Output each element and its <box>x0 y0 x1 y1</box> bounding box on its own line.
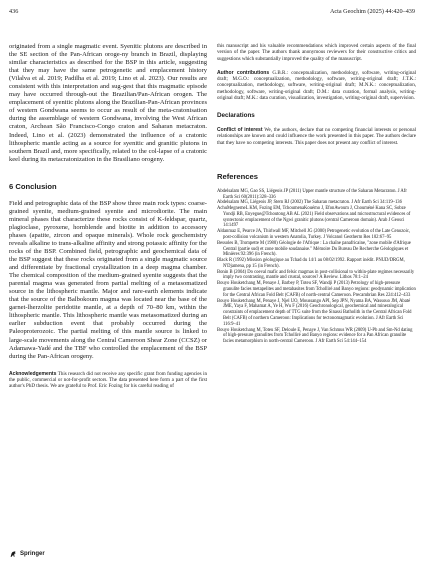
acknowledgements <box>9 371 207 390</box>
journal-citation: Acta Geochim (2025) 44:420–439 <box>329 8 415 15</box>
conclusion-paragraph: Field and petrographic data of the BSP show three main rock types: coarse-grained syenite, medium-grained syenite and microdiorite. The main mineral phases that characterize these rocks consist of K-feldspar, quartz, plagioclase, pyroxene, hornblende and biotite in addition to accessory phases (apatite, zircon and opaque minerals). Whole rock geochemistry reveals alkaline to trans-alkaline affinity and strong potassic affinity for the rocks of the BSP. Combined field, petrographic and geochemical data of the BSP suggest that these rocks originated from a single magmatic source and differentiate by fractional crystallization in a deep magma chamber. The chemical composition of the medium-grained syenite suggests that the parental magma was generated from partial melting of a metasomatized source in the lithospheric mantle. Major and rare-earth elements indicate that the source of the Balbokoum magma was located near the base of the garnet-lherzolite peridotite mantle, at a depth of 70–80 km, within the lithospheric mantle. This lithospheric mantle was metasomatized during an earlier subduction event that probably occurred during the Paleoproterozoic. The partial melting of this mantle source is linked to large-scale movements along the Central Cameroon Shear Zone (CCSZ) or Adamawa-Yadé and the TBF who controlled the emplacement of the BSP during the Pan-African orogeny. <box>9 199 207 360</box>
reference-list <box>217 189 416 345</box>
publisher-name: Springer <box>20 551 45 557</box>
discussion-paragraph: originated from a single magmatic event. Syenitic plutons are described in the SE section of the Pan-African oroge-ny branch in Brazil, displaying similar characteristics as described for the BSP in this article, suggesting that they may have the same petrogenetic and emplacement history (Vilalva et al. 2019; Padilha et al. 2019; Lino et al. 2023). Our results are consistent with this interpretation and sug-gest that this magmatic episode may have occurred through-out the Brazilian/Pan-African orogen. The emplacement of syenitic plutons along the Brazilian-Pan-African provinces of western Gondwana seems to occur as result of the meta-cratonisation during the assemblage of western Gondwana, involving the West African craton, Archean São Francisco-Congo craton and Saharan metacraton. Indeed, Lino et al. (2023) demonstrated the influence of a cratonic lithospheric mantle acting as a source for syenitic and granitic plutons in southern Brazil and, more specifically, related to the col-lapse of a cratonic keel during its metacratonization in the Brasiliano orogeny. <box>9 43 207 163</box>
conflict-heading: Conflict of interest <box>217 127 263 133</box>
conflict-of-interest <box>217 127 416 146</box>
reference-item: Black R (1992) Mission géologique au Tchad du 14/1 au 08/02/1992. Rapport inédit. PNUD/DRGM, N'Djamena, pp 15 (in French). <box>217 258 405 269</box>
author-contributions-heading: Author contributions <box>217 69 270 76</box>
reference-item: Bessoles B, Trompette M (1980) Géologie de l'Afrique : La chaîne panafricaine, "zone mobile d'Afrique Central (partie sud) et zone mobile soudanaise." Mémoire Du Bureau De Recherche Géologiques et Minières 92:396 (in French). <box>217 240 411 258</box>
springer-horse-icon <box>9 550 17 558</box>
page-number: 436 <box>9 8 19 15</box>
reference-item: Aldanmaz E, Pearce JA, Thirlwall MF, Mitchell JG (2000) Petrogenetic evolution of the Late Cenozoic, post-collision volcanism in western Anatolia, Turkey. J Volcanol Geotherm Res 102:67–95 <box>217 229 411 240</box>
reference-item: Bouyo Houketchang M, Penaye J, Njel UO, Moussango API, Sep JPN, Nyama BA, Wassouo JM, Abaté JME, Yaya F, Mahamat A, Ye H, Wu F (2016) Geochronological, geochemical and mineralogical constraints of emplacement depth of TTG suite from the Sinassi Batholith in the Central African Fold Belt (CAFB) of northern Cameroon: Implications for tectonomagmatic evolution. J Afr Earth Sci 116:9–41 <box>217 298 412 327</box>
publisher-footer <box>9 550 45 558</box>
acknowledgements-text: This research did not receive any specific grant from funding agencies in the public, commercial or not-for-profit sectors. The data presented here form a part of the first author's PhD thesis. We are grateful to Prof. Eric Fozing for his careful reading of <box>9 370 207 390</box>
conflict-text: We, the authors, declare that no competing financial interests or personal relationships are known and could influence the work presented in this paper. The authors declare that they have no competing interests. This paper does not present any conflict of interest. <box>217 127 416 146</box>
reference-item: Bouyo Houketchang M, Toteu SF, Deloule E, Penaye J, Van Schmus WR (2009) U-Pb and Sm-Nd dating of high-pressure granulites from Tcholliré and Banyo regions: evidence for a Pan African granulite facies metamorphism in north-central Cameroon. J Afr Earth Sci 54:144–154 <box>217 327 413 345</box>
reference-item: AchuMegnemeL KM, Fozing EM, TchoumenaKouémo J, EfonAwoum J, Chouméné Kana SC, Sobze Yondji RB, Enyegue@Tchoutong AB AL (2021) Field observations and microstructural evidences of syntectonic emplacement of the Ngwi granitic plutons (central Cameroon domain). Arab J Geosci 14:1497 <box>217 206 411 229</box>
reference-item: Abdelsalam MG, Gao SS, Liégeois JP (2011) Upper mantle structure of the Saharan Metacraton. J Afr Earth Sci 60(2011):328–336 <box>217 188 407 200</box>
author-contributions <box>217 70 416 101</box>
acknowledgements-continued: this manuscript and his valuable recommendations which improved certain aspects of the final version of the paper. The authors thank anonymous reviewers for their constructive critics and suggestions which substantially improved the quality of the manuscript. <box>217 43 416 62</box>
reference-item: Bouyo Houketchang M, Penaye J, Barbey P, Toteu SF, Wandji P (2013) Petrology of high-pressure granulite facies metapelites and metabasites from Tcholliré and Banyo regions: geodynamic implication for the Central African Fold Belt (CAFB) of north-central Cameroon. Precambrian Res 224:412–433 <box>217 281 416 298</box>
acknowledgements-heading: Acknowledgements <box>9 370 57 377</box>
reference-item: Bonin B (2004) Do coeval mafic and felsic magmas in post-collisional to within-plate regimes necessarily imply two contrasting, mantle and crustal, sources? A Review. Lithos 78:1–24 <box>217 269 415 281</box>
right-column <box>217 43 416 345</box>
author-contributions-text: G.B.R.: conceptualization, methodology, software, writing-original draft; M.G.O.: conceptualization, methodology, software, writing-original draft; J.T.K.: conceptualization, methodology, software, writing-original draft; M.N.K.: conceptualization, methodology, software, writing-original draft; D.M.: data curation, formal analysis, writing-original draft; M.K.: data curation, visualization, investigation, writing-original draft, supervision. <box>217 69 416 101</box>
declarations-heading: Declarations <box>217 112 255 119</box>
reference-item: Abdelsalam MG, Liégeois JP, Stern RJ (2002) The Saharan metacraton. J Afr Earth Sci 34:119–136 <box>217 200 402 206</box>
conclusion-heading: 6 Conclusion <box>9 181 57 191</box>
references-heading: References <box>217 171 258 181</box>
left-column <box>9 43 207 389</box>
